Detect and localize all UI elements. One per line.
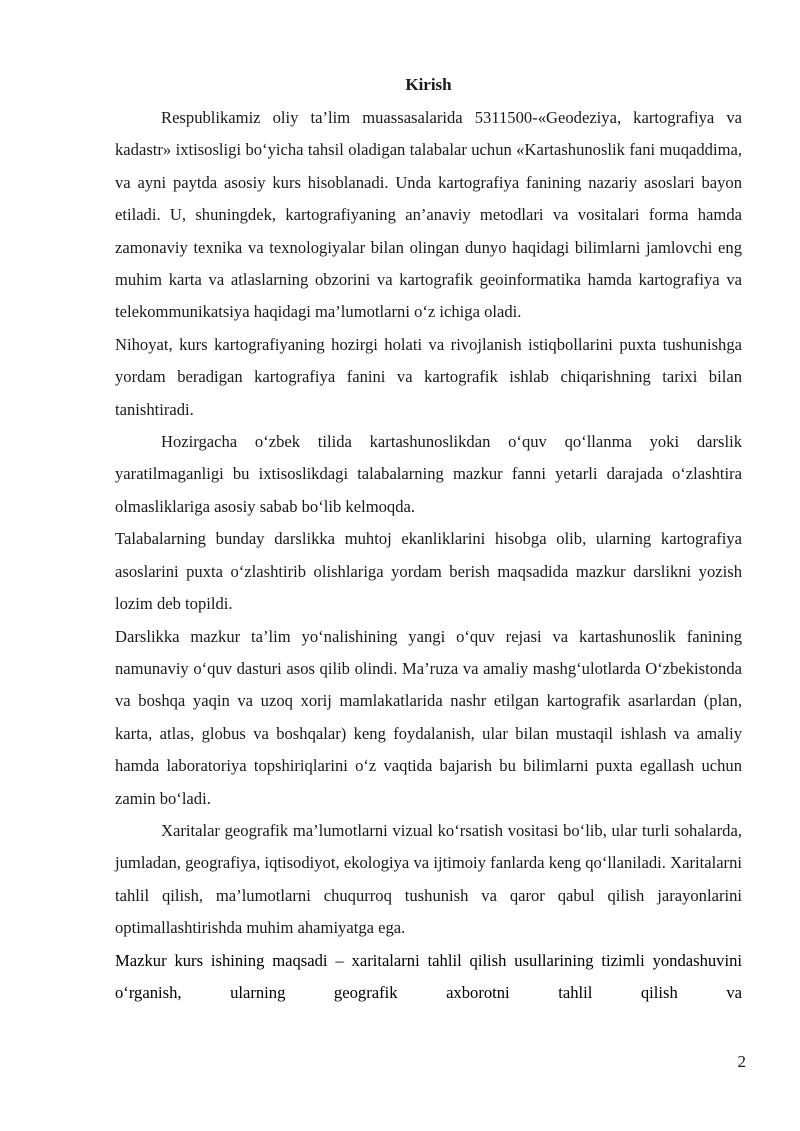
- paragraph-course-goal: Mazkur kurs ishining maqsadi – xaritalarni tahlil qilish usullarining tizimli yondashuvini o‘rganish, ularning geografik axborotni tahlil qilish va: [115, 950, 742, 1002]
- page-number: 2: [737, 1052, 746, 1071]
- document-page: [115, 72, 742, 1009]
- paragraph-textbook-purpose: Talabalarning bunday darslikka muhtoj ekanliklarini hisobga olib, ularning kartografiya asoslarini puxta o‘zlashtirib olishlariga yordam berish maqsadida mazkur darslikni yozish lozim deb topildi.: [115, 529, 742, 614]
- section-title: Kirish: [405, 75, 452, 94]
- paragraph-course-history: Nihoyat, kurs kartografiyaning hozirgi holati va rivojlanish istiqbollarini puxta tushunishga yordam beradigan kartografiya fanini va kartografik ishlab chiqarishning tarixi bilan tanishtiradi.: [115, 334, 742, 419]
- paragraph-maps-role: Xaritalar geografik ma’lumotlarni vizual ko‘rsatish vositasi bo‘lib, ular turli sohalarda, jumladan, geografiya, iqtisodiyot, ekologiya va ijtimoiy fanlarda keng qo‘llaniladi. Xaritalarni tahlil qilish, ma’lumotlarni chuqurroq tushunish va qaror qabul qilish jarayonlarini optimallashtirishda muhim ahamiyatga ega.: [115, 820, 742, 938]
- paragraph-textbook-absence: Hozirgacha o‘zbek tilida kartashunoslikdan o‘quv qo‘llanma yoki darslik yaratilmaganligi bu ixtisoslikdagi talabalarning mazkur fanni yetarli darajada o‘zlashtira olmasliklariga asosiy sabab bo‘lib kelmoqda.: [115, 432, 742, 516]
- paragraph-curriculum-basis: Darslikka mazkur ta’lim yo‘nalishining yangi o‘quv rejasi va kartashunoslik fanining namunaviy o‘quv dasturi asos qilib olindi. Ma’ruza va amaliy mashg‘ulotlarda O‘zbekistonda va boshqa yaqin va uzoq xorij mamlakatlarida nashr etilgan kartografik asarlardan (plan, karta, atlas, globus va boshqalar) keng foydalanish, ular bilan mustaqil ishlash va amaliy hamda laboratoriya topshiriqlarini o‘z vaqtida bajarish bu bilimlarni puxta egallash uchun zamin bo‘ladi.: [115, 626, 742, 808]
- paragraph-intro: Respublikamiz oliy ta’lim muassasalarida 5311500-«Geodeziya, kartografiya va kadastr» ixtisosligi bo‘yicha tahsil oladigan talabalar uchun «Kartashunoslik fani muqaddima, va ayni paytda asosiy kurs hisoblanadi. Unda kartografiya fanining nazariy asoslari bayon etiladi. U, shuningdek, kartografiyaning an’anaviy metodlari va vositalari forma hamda zamonaviy texnika va texnologiyalar bilan olingan dunyo haqidagi bilimlarni jamlovchi eng muhim karta va atlaslarning obzorini va kartografik geoinformatika hamda kartografiya va telekommunikatsiya haqidagi ma’lumotlarni o‘z ichiga oladi.: [115, 108, 742, 322]
